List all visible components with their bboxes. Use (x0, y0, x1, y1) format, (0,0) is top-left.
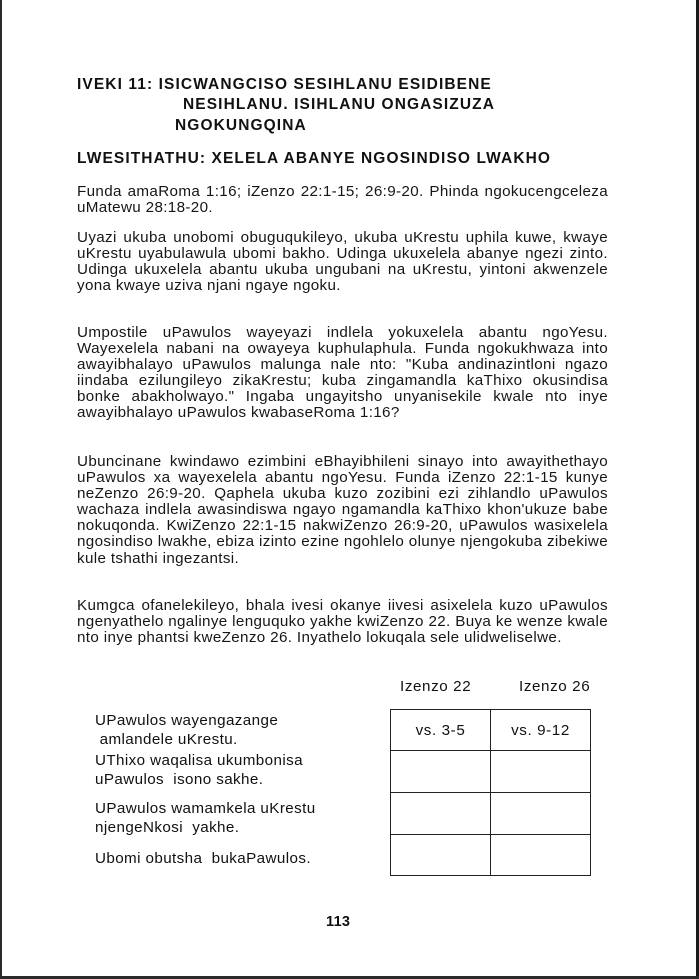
cell-r1-izenzo26[interactable]: vs. 9-12 (491, 710, 590, 751)
page-number: 113 (326, 914, 351, 930)
page-title-line3: NGOKUNGQINA (175, 117, 307, 134)
row-label-1-line1: UPawulos wayengazange (95, 712, 279, 729)
row-label-2 (95, 751, 303, 789)
page-title-line1: IVEKI 11: ISICWANGCISO SESIHLANU ESIDIBENE (77, 76, 492, 93)
page-edge-left (0, 0, 2, 979)
row-label-2-line2: uPawulos isono sakhe. (95, 771, 264, 788)
cell-r3-izenzo26[interactable] (491, 793, 590, 835)
paragraph-paul: Umpostile uPawulos wayeyazi indlela yokuxelela abantu ngoYesu. Wayexelela nabani na owayeya kuphulaphula. Funda ngokukhwaza into awayibhalayo uPawulos malunga nale nto: "Kuba andinazintloni ngazo iindaba ezilungileyo zikaKrestu; kuba zingamandla kaThixo okusindisa bonke abakholwayo." Ingaba ungayitsho unyanisekile kwale nto inye awayibhalayo uPawulos kwabaseRoma 1:16? (77, 324, 608, 422)
paragraph-instructions: Kumgca ofanelekileyo, bhala ivesi okanye iivesi asixelela kuzo uPawulos ngenyathelo ngalinye lenguquko yakhe kwiZenzo 22. Buya ke wenze kwale nto inye phantsi kweZenzo 26. Inyathelo lokuqala sele ulidweliselwe. (77, 597, 608, 647)
column-header-izenzo-22: Izenzo 22 (400, 678, 472, 695)
row-label-1 (95, 711, 278, 749)
section-subtitle: LWESITHATHU: XELELA ABANYE NGOSINDISO LWAKHO (77, 150, 552, 167)
cell-r4-izenzo26[interactable] (491, 835, 590, 875)
row-label-3 (95, 799, 316, 837)
paragraph-reading: Funda amaRoma 1:16; iZenzo 22:1-15; 26:9-20. Phinda ngokucengceleza uMatewu 28:18-20. (77, 183, 608, 217)
row-label-3-line2: njengeNkosi yakhe. (95, 819, 240, 836)
row-label-4-line1: Ubomi obutsha bukaPawulos. (95, 850, 311, 867)
paragraph-intro: Uyazi ukuba unobomi obuguqukileyo, ukuba uKrestu uphila kuwe, kwaye uKrestu uyabulawula ubomi bakho. Udinga ukuxelela abanye ngezi zinto. Udinga ukuxelela abantu ukuba ungubani na uKrestu, yintoni akwenzele yona kwaye uziva njani ngaye ngoku. (77, 229, 608, 295)
verse-chart-table (390, 709, 591, 876)
cell-r4-izenzo22[interactable] (391, 835, 491, 875)
row-label-4 (95, 849, 311, 868)
cell-r3-izenzo22[interactable] (391, 793, 491, 835)
cell-r2-izenzo26[interactable] (491, 751, 590, 793)
paragraph-acts: Ubuncinane kwindawo ezimbini eBhayibhileni sinayo into awayithethayo uPawulos xa wayexelela abantu ngoYesu. Funda iZenzo 22:1-15 kunye neZenzo 26:9-20. Qaphela ukuba kuzo zozibini ezi zihlandlo uPawulos wachaza indlela awasindiswa ngayo ngamandla kaThixo khon'ukuze babe nokuqonda. KwiZenzo 22:1-15 nakwiZenzo 26:9-20, uPawulos wasixelela ngosindiso lwakhe, ebiza izinto ezine ngohlelo olunye njengokuba zibekiwe kule tshathi ingezantsi. (77, 453, 608, 567)
row-label-1-line2: amlandele uKrestu. (95, 731, 238, 748)
row-label-3-line1: UPawulos wamamkela uKrestu (95, 800, 316, 817)
column-header-izenzo-26: Izenzo 26 (519, 678, 591, 695)
row-label-2-line1: UThixo waqalisa ukumbonisa (95, 752, 303, 769)
cell-r1-izenzo22[interactable]: vs. 3-5 (391, 710, 491, 751)
page-title-line2: NESIHLANU. ISIHLANU ONGASIZUZA (183, 96, 495, 113)
cell-r2-izenzo22[interactable] (391, 751, 491, 793)
